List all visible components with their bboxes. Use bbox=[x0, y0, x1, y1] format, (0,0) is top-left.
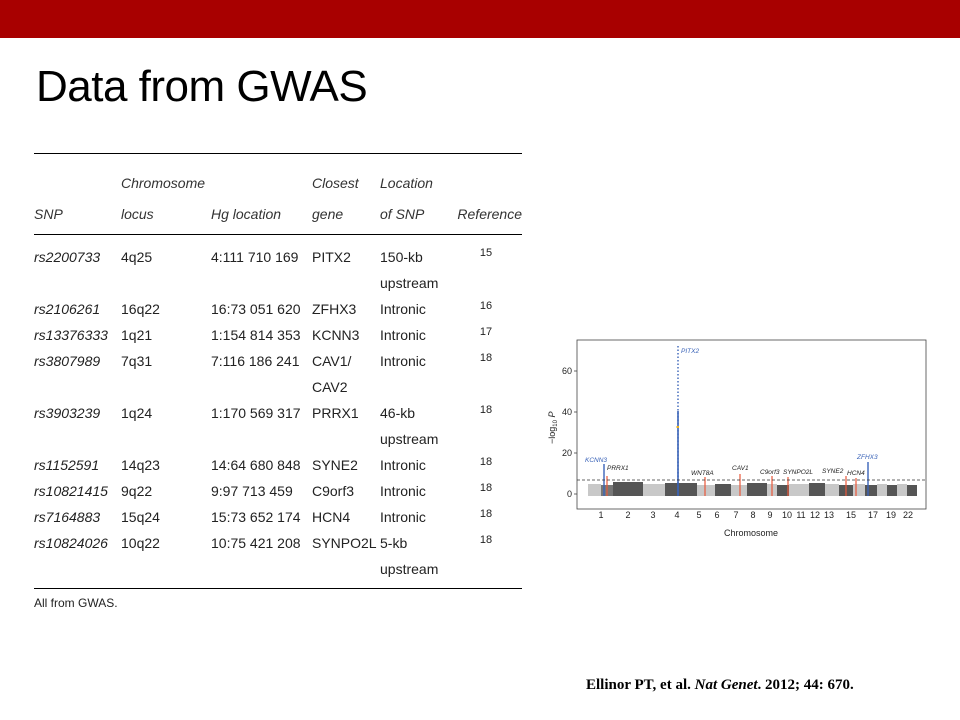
locus-cell bbox=[121, 400, 211, 452]
table-header-row-1 bbox=[34, 154, 522, 200]
x-tick-8: 8 bbox=[750, 510, 756, 520]
location-cell-text: 150-kb bbox=[380, 249, 423, 265]
gene-cell bbox=[312, 296, 380, 322]
location-cell bbox=[380, 478, 450, 504]
label-prrx1: PRRX1 bbox=[607, 465, 629, 472]
locus-cell bbox=[121, 452, 211, 478]
snp-cell-text: rs7164883 bbox=[34, 509, 101, 525]
label-wnt8a: WNT8A bbox=[691, 470, 714, 477]
snp-cell-text: rs3903239 bbox=[34, 405, 101, 421]
gene-cell-text: KCNN3 bbox=[312, 327, 360, 343]
y-axis-label bbox=[547, 412, 559, 444]
location-cell bbox=[380, 348, 450, 400]
y-axis-label-suffix: P bbox=[547, 411, 557, 421]
table-row bbox=[34, 452, 522, 478]
x-tick-12: 12 bbox=[809, 510, 821, 520]
locus-cell-text: 15q24 bbox=[121, 509, 160, 525]
gene-cell-text: C9orf3 bbox=[312, 483, 355, 499]
location-cell-text: Intronic bbox=[380, 457, 426, 473]
reference-cell-text: 15 bbox=[479, 247, 493, 259]
hg-location-cell-text: 14:64 680 848 bbox=[211, 457, 301, 473]
location-cell-text: Intronic bbox=[380, 301, 426, 317]
hg-location-cell-text: 7:116 186 241 bbox=[211, 353, 300, 369]
snp-cell-text: rs2200733 bbox=[34, 249, 101, 265]
snp-cell bbox=[34, 235, 121, 297]
gene-cell bbox=[312, 348, 380, 400]
gene-cell-text: SYNPO2L bbox=[312, 535, 377, 551]
locus-cell bbox=[121, 235, 211, 297]
y-tick-0: 0 bbox=[566, 489, 572, 499]
snp-cell bbox=[34, 296, 121, 322]
gene-cell bbox=[312, 504, 380, 530]
title-bar bbox=[0, 0, 960, 38]
label-synpo2l: SYNPO2L bbox=[783, 469, 813, 476]
table-footnote-row bbox=[34, 589, 522, 612]
y-tick-60: 60 bbox=[561, 366, 572, 376]
locus-cell bbox=[121, 296, 211, 322]
snp-cell bbox=[34, 452, 121, 478]
table-row bbox=[34, 296, 522, 322]
gene-cell-text: CAV1/ bbox=[312, 353, 352, 369]
reference-cell bbox=[450, 235, 522, 297]
hg-location-cell-text: 1:170 569 317 bbox=[211, 405, 301, 421]
location-cell-text: Intronic bbox=[380, 509, 426, 525]
header-hg-location: Hg location bbox=[211, 199, 312, 235]
gene-cell-text: HCN4 bbox=[312, 509, 351, 525]
gene-cell bbox=[312, 235, 380, 297]
snp-cell-text: rs13376333 bbox=[34, 327, 108, 343]
y-axis-label-prefix: −log bbox=[547, 426, 557, 444]
reference-cell-text: 18 bbox=[479, 482, 493, 494]
table-row bbox=[34, 235, 522, 297]
label-hcn4: HCN4 bbox=[847, 470, 865, 477]
hg-location-cell-text: 1:154 814 353 bbox=[211, 327, 301, 343]
location-cell bbox=[380, 504, 450, 530]
table-row bbox=[34, 322, 522, 348]
x-tick-6: 6 bbox=[714, 510, 720, 520]
slide-title: Data from GWAS bbox=[36, 62, 368, 111]
gwas-table bbox=[34, 153, 522, 611]
gene-cell bbox=[312, 400, 380, 452]
x-tick-11: 11 bbox=[796, 510, 806, 520]
hg-location-cell-text: 16:73 051 620 bbox=[211, 301, 301, 317]
locus-cell-text: 1q21 bbox=[121, 327, 153, 343]
gene-cell bbox=[312, 478, 380, 504]
locus-cell-text: 16q22 bbox=[121, 301, 160, 317]
x-tick-1: 1 bbox=[598, 510, 604, 520]
locus-cell-text: 10q22 bbox=[121, 535, 160, 551]
snp-cell bbox=[34, 530, 121, 589]
snp-cell bbox=[34, 322, 121, 348]
locus-cell-text: 7q31 bbox=[121, 353, 153, 369]
locus-cell-text: 4q25 bbox=[121, 249, 153, 265]
location-cell-text-line2: upstream bbox=[380, 275, 439, 291]
citation-journal: Nat Genet bbox=[694, 677, 758, 693]
x-tick-13: 13 bbox=[823, 510, 835, 520]
location-cell-text: 46-kb bbox=[380, 405, 416, 421]
x-tick-5: 5 bbox=[696, 510, 702, 520]
table-row bbox=[34, 348, 522, 400]
header-reference: Reference bbox=[450, 199, 522, 235]
hg-location-cell bbox=[211, 400, 312, 452]
hg-location-cell bbox=[211, 235, 312, 297]
locus-cell-text: 9q22 bbox=[121, 483, 153, 499]
x-tick-2: 2 bbox=[625, 510, 631, 520]
hg-location-cell bbox=[211, 478, 312, 504]
hg-location-cell-text: 9:97 713 459 bbox=[211, 483, 293, 499]
y-axis-label-sub: 10 bbox=[553, 420, 559, 427]
x-tick-22: 22 bbox=[902, 510, 914, 520]
x-tick-4: 4 bbox=[674, 510, 680, 520]
header-snp: SNP bbox=[34, 199, 121, 235]
hg-location-cell bbox=[211, 322, 312, 348]
snp-cell bbox=[34, 400, 121, 452]
x-tick-15: 15 bbox=[845, 510, 857, 520]
location-cell-text-line2: upstream bbox=[380, 561, 439, 577]
locus-cell bbox=[121, 478, 211, 504]
gene-cell bbox=[312, 322, 380, 348]
gene-cell-text: ZFHX3 bbox=[312, 301, 357, 317]
label-zfhx3: ZFHX3 bbox=[857, 454, 878, 461]
hg-location-cell bbox=[211, 504, 312, 530]
table-row bbox=[34, 530, 522, 589]
snp-cell-text: rs2106261 bbox=[34, 301, 101, 317]
gene-cell-text: SYNE2 bbox=[312, 457, 358, 473]
reference-cell bbox=[450, 296, 522, 322]
reference-cell bbox=[450, 530, 522, 589]
x-axis-label: Chromosome bbox=[723, 528, 779, 538]
gene-cell-text: PITX2 bbox=[312, 249, 351, 265]
gene-cell bbox=[312, 452, 380, 478]
header-chromosome: Chromosome bbox=[121, 175, 206, 191]
hg-location-cell-text: 10:75 421 208 bbox=[211, 535, 301, 551]
header-locus: locus bbox=[121, 199, 211, 235]
label-syne2: SYNE2 bbox=[822, 468, 844, 475]
location-cell-text: Intronic bbox=[380, 327, 426, 343]
header-of-snp: of SNP bbox=[380, 199, 450, 235]
reference-cell bbox=[450, 504, 522, 530]
table-header-row-2 bbox=[34, 199, 522, 235]
location-cell bbox=[380, 400, 450, 452]
gene-cell-text: PRRX1 bbox=[312, 405, 359, 421]
header-location: Location bbox=[380, 175, 433, 191]
locus-cell-text: 1q24 bbox=[121, 405, 153, 421]
locus-cell-text: 14q23 bbox=[121, 457, 160, 473]
x-tick-10: 10 bbox=[781, 510, 793, 520]
x-tick-3: 3 bbox=[650, 510, 656, 520]
reference-cell-text: 18 bbox=[479, 404, 493, 416]
location-cell bbox=[380, 322, 450, 348]
label-c9orf3: C9orf3 bbox=[760, 469, 780, 476]
location-cell-text-line2: upstream bbox=[380, 431, 439, 447]
location-cell-text: Intronic bbox=[380, 353, 426, 369]
reference-cell-text: 17 bbox=[479, 326, 493, 338]
snp-cell-text: rs10821415 bbox=[34, 483, 108, 499]
label-cav1: CAV1 bbox=[732, 465, 749, 472]
x-ticks bbox=[598, 510, 913, 520]
x-tick-17: 17 bbox=[867, 510, 879, 520]
hg-location-cell bbox=[211, 452, 312, 478]
location-cell bbox=[380, 235, 450, 297]
snp-cell bbox=[34, 504, 121, 530]
hg-location-cell bbox=[211, 530, 312, 589]
reference-cell bbox=[450, 322, 522, 348]
reference-cell-text: 16 bbox=[479, 300, 493, 312]
reference-cell-text: 18 bbox=[479, 534, 493, 546]
snp-cell-text: rs10824026 bbox=[34, 535, 108, 551]
snp-cell bbox=[34, 478, 121, 504]
gene-cell-text-line2: CAV2 bbox=[312, 379, 348, 395]
header-gene: gene bbox=[312, 199, 380, 235]
x-tick-19: 19 bbox=[885, 510, 897, 520]
snp-cell-text: rs3807989 bbox=[34, 353, 101, 369]
reference-cell bbox=[450, 348, 522, 400]
table-row bbox=[34, 504, 522, 530]
y-ticks bbox=[562, 366, 577, 499]
citation bbox=[586, 677, 854, 694]
locus-cell bbox=[121, 348, 211, 400]
locus-cell bbox=[121, 530, 211, 589]
hg-location-cell bbox=[211, 348, 312, 400]
table-row bbox=[34, 400, 522, 452]
table-row bbox=[34, 478, 522, 504]
reference-cell bbox=[450, 452, 522, 478]
locus-cell bbox=[121, 322, 211, 348]
location-cell bbox=[380, 296, 450, 322]
citation-details: . 2012; 44: 670. bbox=[757, 677, 854, 693]
reference-cell-text: 18 bbox=[479, 352, 493, 364]
hg-location-cell-text: 4:111 710 169 bbox=[211, 249, 299, 265]
location-cell-text: 5-kb bbox=[380, 535, 408, 551]
hg-location-cell bbox=[211, 296, 312, 322]
location-cell-text: Intronic bbox=[380, 483, 426, 499]
header-closest: Closest bbox=[312, 175, 359, 191]
label-pitx2: PITX2 bbox=[681, 348, 700, 355]
y-tick-40: 40 bbox=[561, 407, 572, 417]
y-tick-20: 20 bbox=[561, 448, 572, 458]
label-kcnn3: KCNN3 bbox=[585, 457, 608, 464]
snp-cell-text: rs1152591 bbox=[34, 457, 100, 473]
gene-cell bbox=[312, 530, 380, 589]
snp-cell bbox=[34, 348, 121, 400]
x-tick-9: 9 bbox=[767, 510, 773, 520]
reference-cell-text: 18 bbox=[479, 456, 493, 468]
reference-cell bbox=[450, 478, 522, 504]
x-tick-7: 7 bbox=[733, 510, 739, 520]
locus-cell bbox=[121, 504, 211, 530]
hg-location-cell-text: 15:73 652 174 bbox=[211, 509, 301, 525]
manhattan-plot bbox=[541, 336, 930, 544]
reference-cell bbox=[450, 400, 522, 452]
location-cell bbox=[380, 452, 450, 478]
location-cell bbox=[380, 530, 450, 589]
reference-cell-text: 18 bbox=[479, 508, 493, 520]
citation-authors: Ellinor PT, et al. bbox=[586, 677, 695, 693]
table-footnote: All from GWAS. bbox=[34, 589, 522, 612]
